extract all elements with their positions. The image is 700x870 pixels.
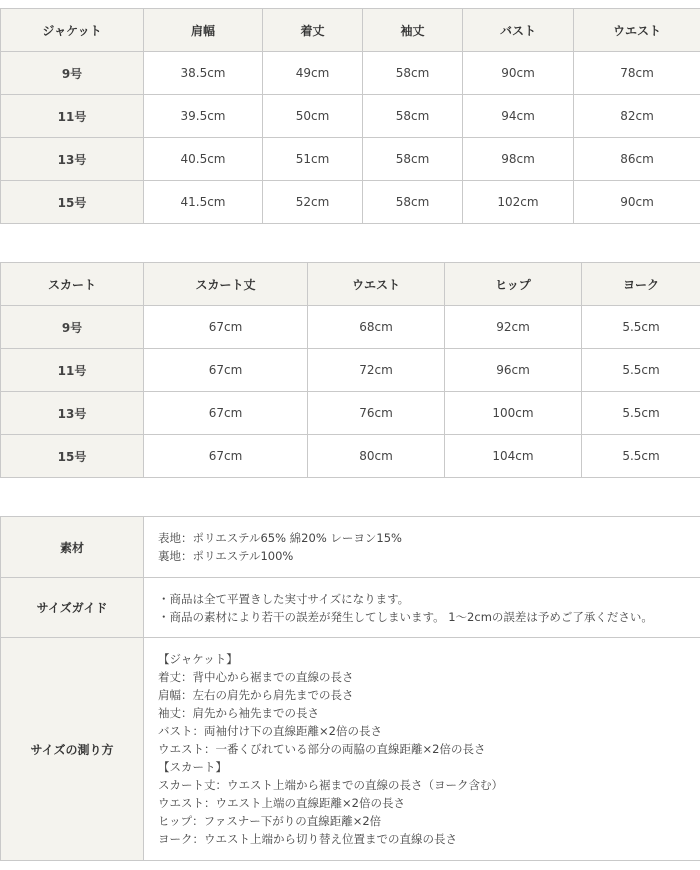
header-cell: ヒップ [445,263,582,306]
material-label: 素材 [1,517,144,578]
size-label: 15号 [1,181,144,224]
measurement-line: ヨーク：ウエスト上端から切り替え位置までの直線の長さ [158,832,457,846]
table-cell: 67cm [144,306,308,349]
table-cell: 96cm [445,349,582,392]
size-guide-label: サイズガイド [1,578,144,638]
material-line: 裏地：ポリエステル100% [158,549,294,563]
table-cell: 52cm [263,181,363,224]
table-cell: 94cm [463,95,574,138]
table-cell: 90cm [463,52,574,95]
table-cell: 98cm [463,138,574,181]
table-cell: 76cm [308,392,445,435]
table-cell: 102cm [463,181,574,224]
table-cell: 41.5cm [144,181,263,224]
size-label: 11号 [1,349,144,392]
measurement-line: ヒップ：ファスナー下がりの直線距離×2倍 [158,814,382,828]
table-cell: 38.5cm [144,52,263,95]
table-cell: 80cm [308,435,445,478]
table-cell: 72cm [308,349,445,392]
measurement-line: 肩幅：左右の肩先から肩先までの長さ [158,688,354,702]
measurement-content [144,638,700,861]
measurement-line: 【スカート】 [158,760,227,774]
table-cell: 90cm [574,181,700,224]
table-cell: 67cm [144,392,308,435]
table-cell: 5.5cm [582,435,700,478]
table-cell: 100cm [445,392,582,435]
size-guide-line: ・商品の素材により若干の誤差が発生してしまいます。 1～2cmの誤差は予めご了承ください。 [158,609,653,624]
table-cell: 5.5cm [582,306,700,349]
measurement-line: 【ジャケット】 [158,652,238,666]
header-cell: ウエスト [308,263,445,306]
table-cell: 5.5cm [582,392,700,435]
product-info-table [0,516,700,861]
table-row [1,349,700,392]
table-cell: 68cm [308,306,445,349]
size-label: 13号 [1,392,144,435]
table-row [1,138,700,181]
header-cell: 肩幅 [144,9,263,52]
size-label: 11号 [1,95,144,138]
header-cell: 袖丈 [363,9,463,52]
table-cell: 5.5cm [582,349,700,392]
size-label: 13号 [1,138,144,181]
measurement-row [1,638,700,861]
table-row [1,95,700,138]
jacket-size-table [0,8,700,224]
table-cell: 58cm [363,52,463,95]
header-cell: 着丈 [263,9,363,52]
header-cell: ウエスト [574,9,700,52]
header-cell: ヨーク [582,263,700,306]
table-row [1,52,700,95]
table-header-row [1,263,700,306]
size-guide-row [1,578,700,638]
table-cell: 78cm [574,52,700,95]
header-cell: バスト [463,9,574,52]
header-cell: スカート丈 [144,263,308,306]
measurement-line: 袖丈：肩先から袖先までの長さ [158,706,319,720]
header-cell: スカート [1,263,144,306]
table-cell: 51cm [263,138,363,181]
material-content [144,517,700,578]
table-cell: 50cm [263,95,363,138]
size-label: 9号 [1,52,144,95]
table-cell: 86cm [574,138,700,181]
table-cell: 82cm [574,95,700,138]
measurement-line: 着丈：背中心から裾までの直線の長さ [158,670,354,684]
measurement-line: ウエスト：一番くびれている部分の両脇の直線距離×2倍の長さ [158,742,486,756]
size-guide-content [144,578,700,638]
table-cell: 58cm [363,138,463,181]
header-cell: ジャケット [1,9,144,52]
table-cell: 39.5cm [144,95,263,138]
table-header-row [1,9,700,52]
table-row [1,435,700,478]
table-row [1,181,700,224]
table-cell: 49cm [263,52,363,95]
measurement-line: ウエスト：ウエスト上端の直線距離×2倍の長さ [158,796,405,810]
size-guide-line: ・商品は全て平置きした実寸サイズになります。 [158,591,410,606]
table-cell: 40.5cm [144,138,263,181]
table-row [1,306,700,349]
table-cell: 92cm [445,306,582,349]
measurement-line: スカート丈：ウエスト上端から裾までの直線の長さ（ヨーク含む） [158,778,503,792]
table-row [1,392,700,435]
size-label: 15号 [1,435,144,478]
measurement-label: サイズの測り方 [1,638,144,861]
table-cell: 58cm [363,181,463,224]
measurement-line: バスト：両袖付け下の直線距離×2倍の長さ [158,724,382,738]
material-line: 表地：ポリエステル65% 綿20% レーヨン15% [158,531,402,545]
material-row [1,517,700,578]
table-cell: 104cm [445,435,582,478]
table-cell: 58cm [363,95,463,138]
table-cell: 67cm [144,435,308,478]
skirt-size-table [0,262,700,478]
table-cell: 67cm [144,349,308,392]
size-label: 9号 [1,306,144,349]
